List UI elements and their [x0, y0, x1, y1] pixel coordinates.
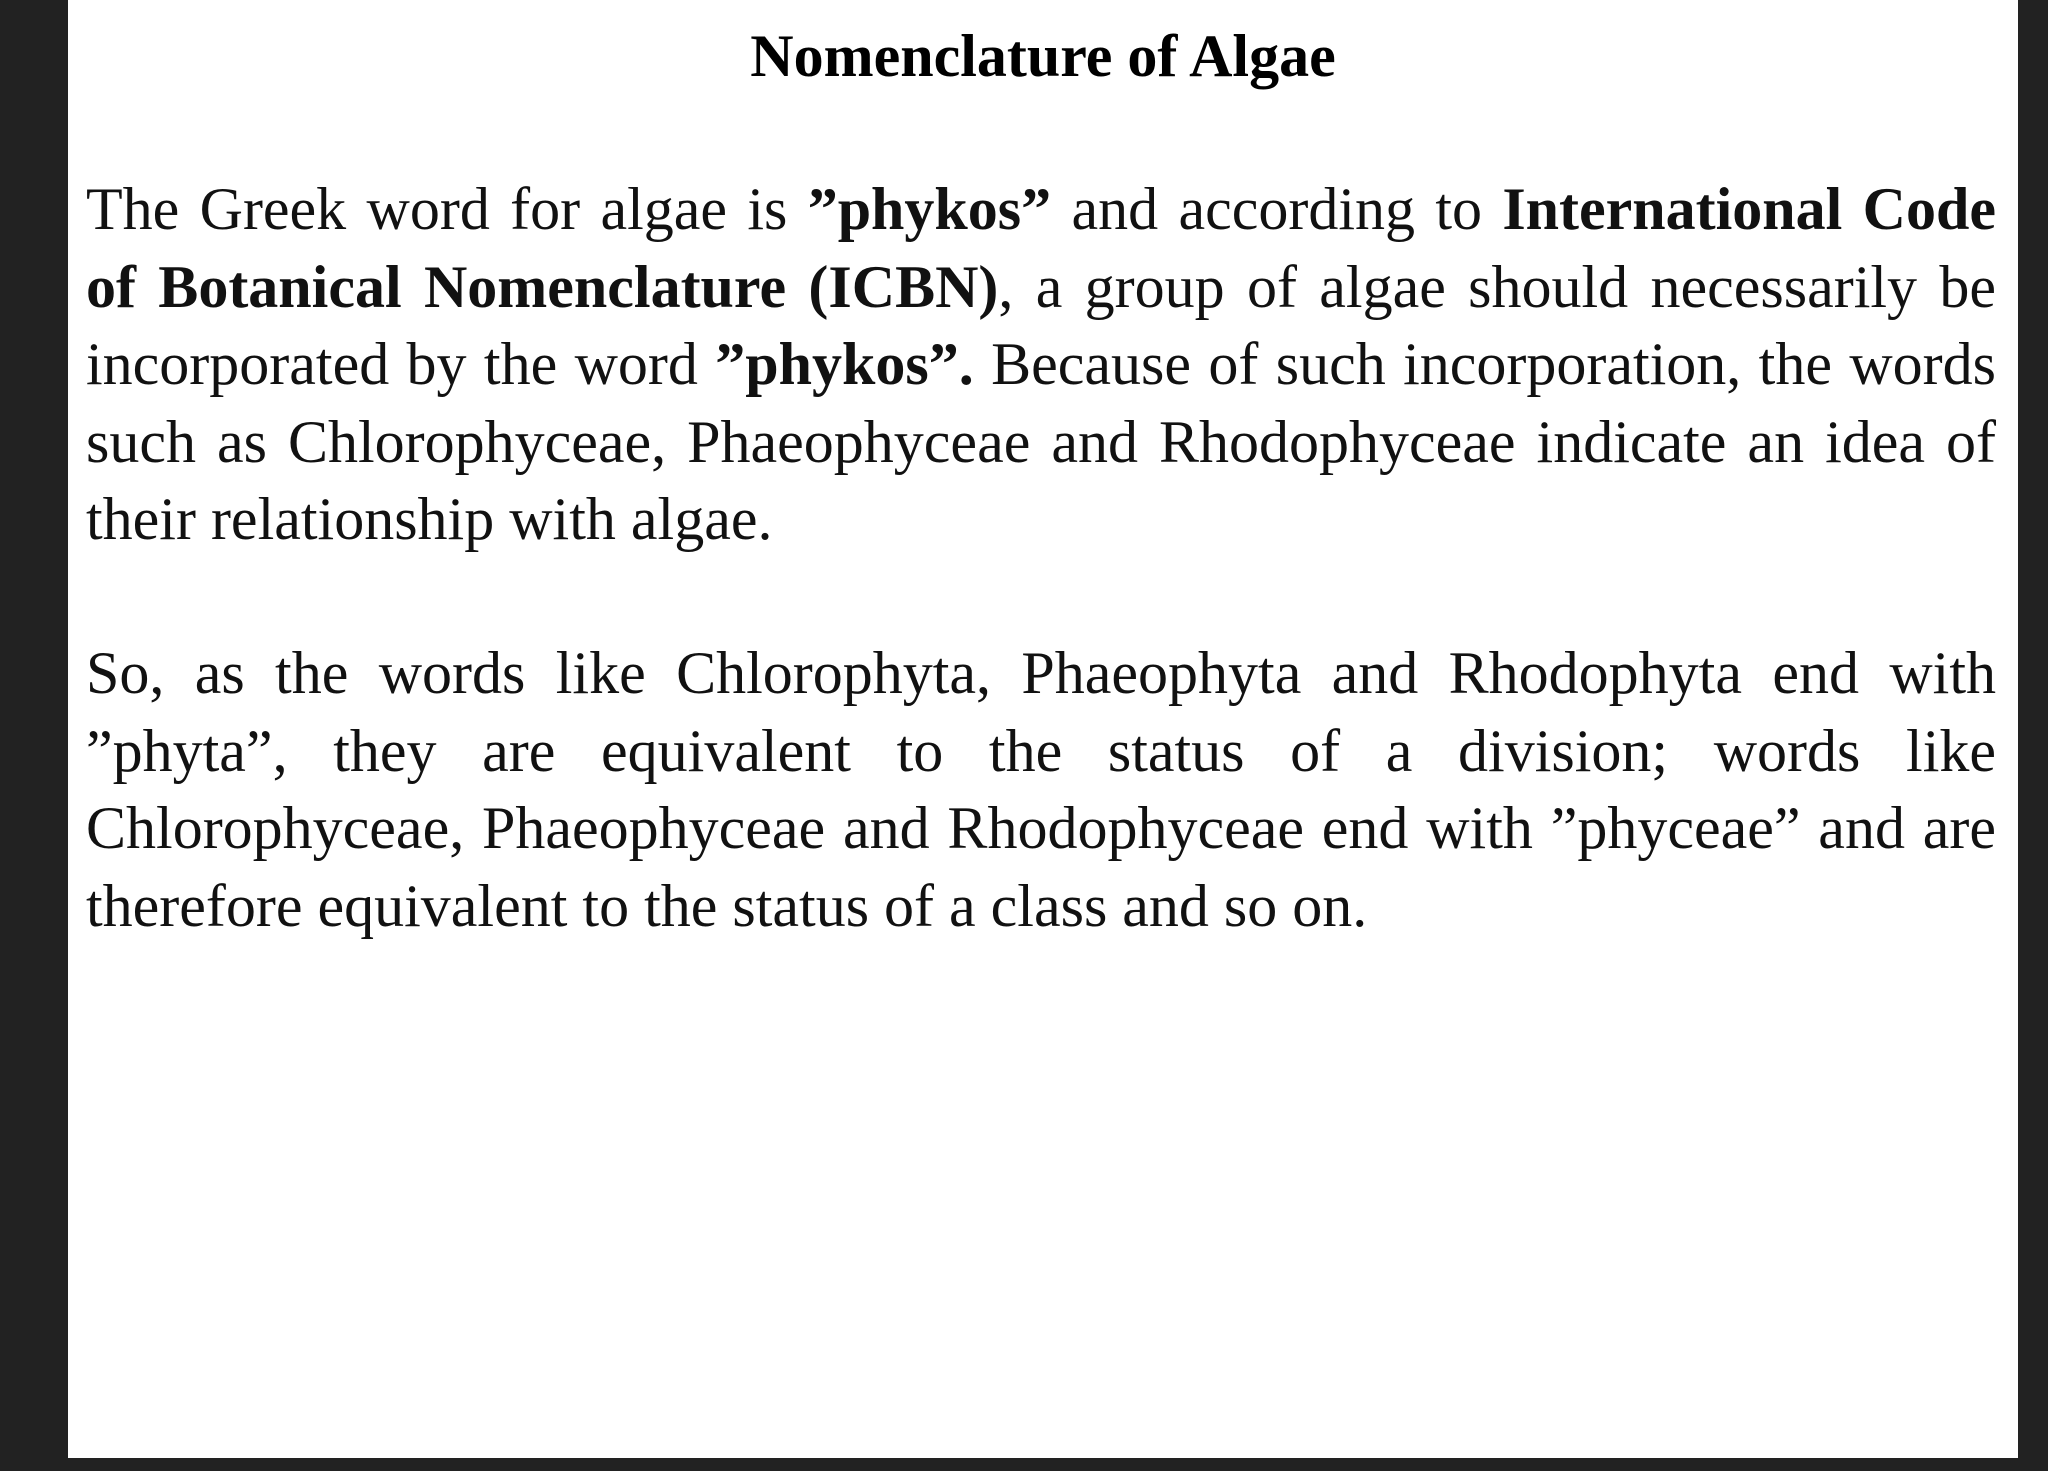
paragraph-text: , a group of algae should necessarily be incorporated by the word — [86, 253, 1996, 397]
document-page — [68, 0, 2018, 1458]
paragraph-text: The Greek word for algae is — [86, 176, 808, 242]
paragraph-text: and according to — [1051, 176, 1503, 242]
bold-term-icbn: International Code of Botanical Nomenclature (ICBN) — [86, 176, 1996, 320]
page-title: Nomenclature of Algae — [750, 23, 1336, 89]
paragraph-icbn — [86, 171, 1996, 559]
paragraph-text: Because of such incorporation, the words such as Chlorophyceae, Phaeophyceae and Rhodophyceae indicate an idea of their relationship with algae. — [86, 331, 1996, 552]
paragraph-suffixes: So, as the words like Chlorophyta, Phaeophyta and Rhodophyta end with ”phyta”, they are equivalent to the status of a division; words like Chlorophyceae, Phaeophyceae and Rhodophyceae end with ”phyceae” and are therefore equivalent to the status of a class and so on. — [86, 640, 1996, 939]
bold-term-phykos: ”phykos”. — [715, 331, 974, 397]
bold-term-phykos: ”phykos” — [807, 176, 1052, 242]
